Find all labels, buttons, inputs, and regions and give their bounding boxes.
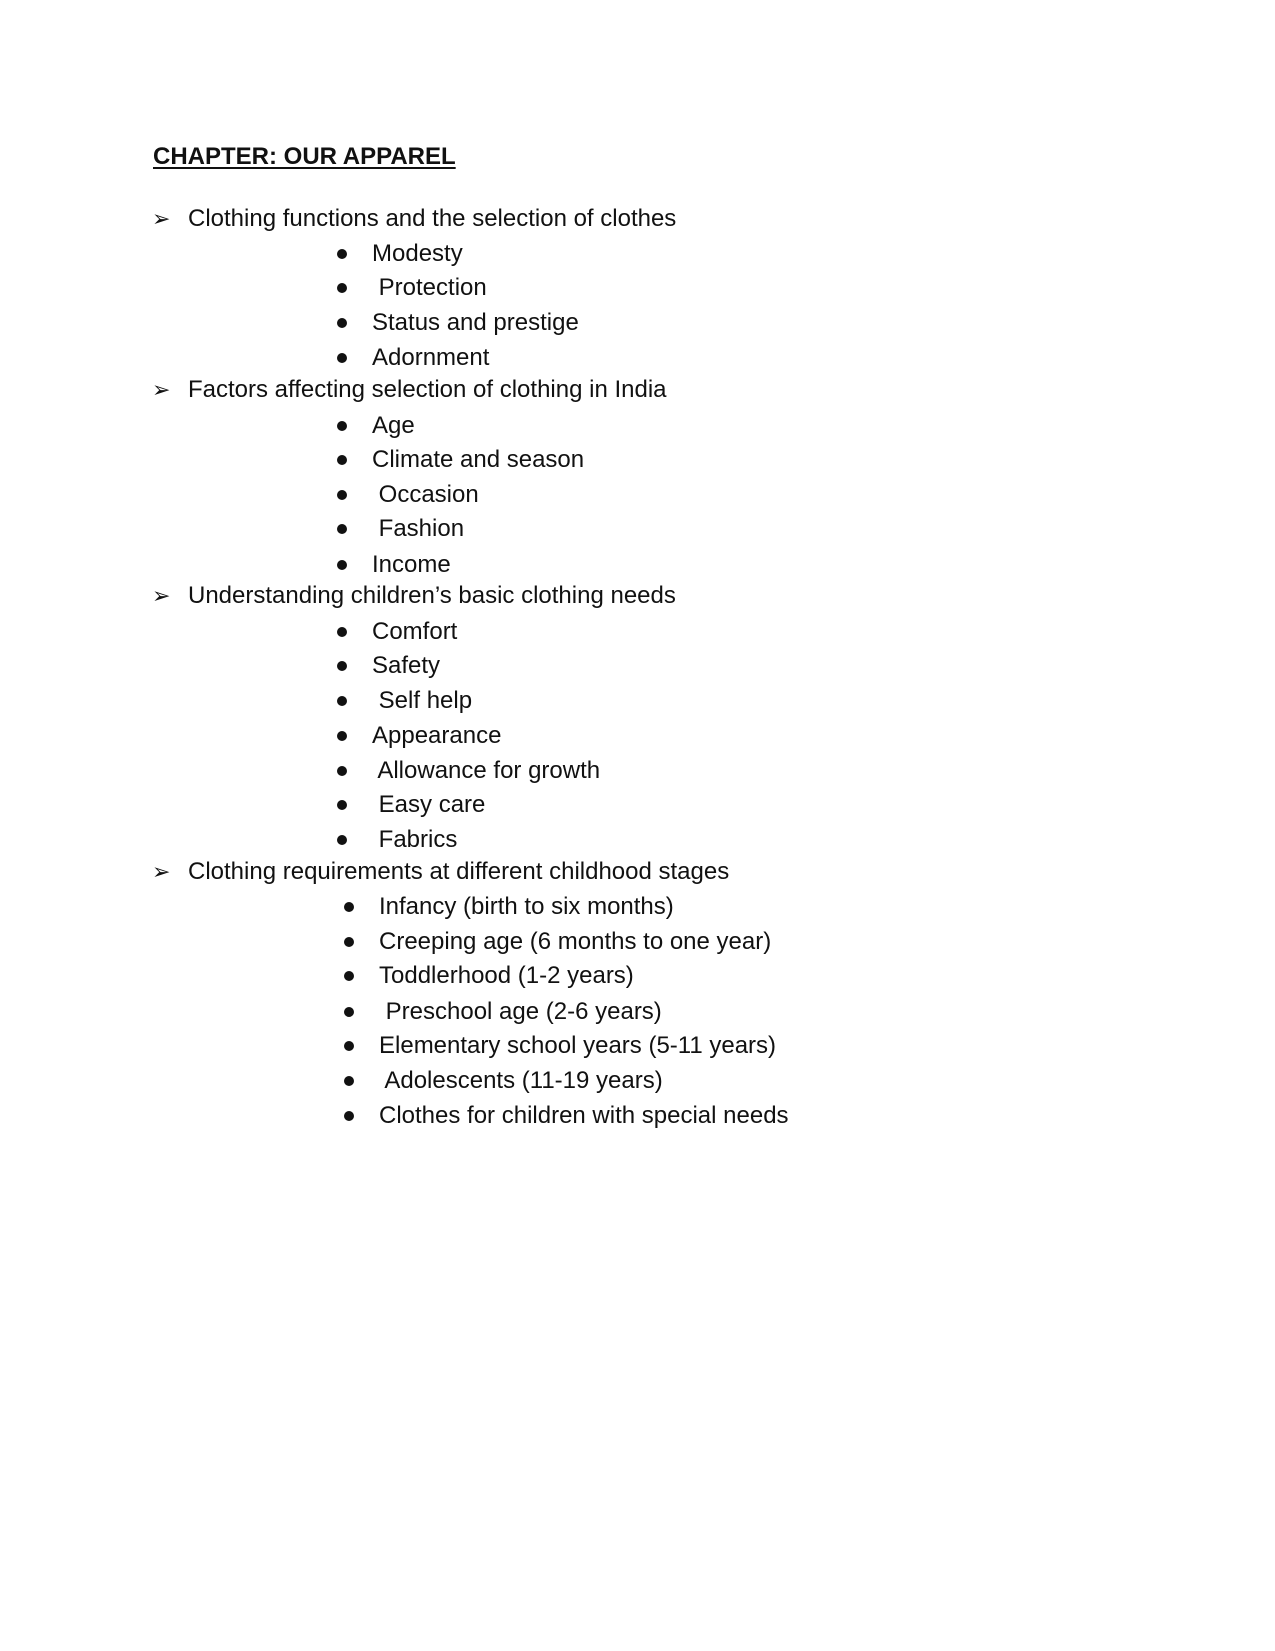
bullet-dot-icon [344, 1041, 354, 1051]
list-item: Adornment [372, 344, 490, 371]
list-item: Self help [372, 687, 473, 714]
bullet-dot-icon [337, 455, 347, 465]
bullet-dot-icon [337, 731, 347, 741]
bullet-dot-icon [344, 1111, 354, 1121]
chapter-title: CHAPTER: OUR APPAREL [153, 143, 456, 170]
bullet-dot-icon [337, 421, 347, 431]
section-heading-text: Clothing requirements at different childhood stages [188, 858, 730, 885]
list-item: Creeping age (6 months to one year) [379, 928, 772, 955]
bullet-dot-icon [337, 627, 347, 637]
bullet-dot-icon [337, 283, 347, 293]
list-item: Allowance for growth [372, 757, 601, 784]
bullet-dot-icon [344, 971, 354, 981]
list-item: Income [372, 551, 451, 578]
arrow-bullet-icon: ➢ [152, 859, 171, 884]
list-item: Elementary school years (5-11 years) [379, 1032, 777, 1059]
bullet-dot-icon [337, 661, 347, 671]
list-item: Fabrics [372, 826, 458, 853]
list-item: Fashion [372, 515, 465, 542]
bullet-dot-icon [337, 800, 347, 810]
list-item: Preschool age (2-6 years) [379, 998, 662, 1025]
bullet-dot-icon [337, 353, 347, 363]
list-item: Toddlerhood (1-2 years) [379, 962, 634, 989]
arrow-bullet-icon: ➢ [152, 377, 171, 402]
bullet-dot-icon [337, 318, 347, 328]
section-heading-text: Clothing functions and the selection of clothes [188, 205, 677, 232]
bullet-dot-icon [337, 490, 347, 500]
list-item: Infancy (birth to six months) [379, 893, 674, 920]
section-heading [152, 376, 667, 404]
list-item: Safety [372, 652, 441, 679]
bullet-dot-icon [337, 766, 347, 776]
list-item: Occasion [372, 481, 479, 508]
list-item: Clothes for children with special needs [379, 1102, 789, 1129]
bullet-dot-icon [337, 249, 347, 259]
bullet-dot-icon [337, 835, 347, 845]
list-item: Protection [372, 274, 487, 301]
bullet-dot-icon [344, 902, 354, 912]
list-item: Age [372, 412, 415, 439]
section-heading [152, 858, 729, 886]
arrow-bullet-icon: ➢ [152, 206, 171, 231]
bullet-dot-icon [344, 1007, 354, 1017]
list-item: Status and prestige [372, 309, 579, 336]
bullet-dot-icon [344, 937, 354, 947]
list-item: Adolescents (11-19 years) [379, 1067, 663, 1094]
section-heading [152, 205, 676, 233]
bullet-dot-icon [337, 696, 347, 706]
section-heading-text: Understanding children’s basic clothing needs [188, 582, 676, 609]
bullet-dot-icon [337, 560, 347, 570]
list-item: Easy care [372, 791, 486, 818]
list-item: Climate and season [372, 446, 585, 473]
bullet-dot-icon [337, 524, 347, 534]
section-heading-text: Factors affecting selection of clothing in India [188, 376, 667, 403]
list-item: Modesty [372, 240, 463, 267]
list-item: Comfort [372, 618, 458, 645]
section-heading [152, 582, 676, 610]
list-item: Appearance [372, 722, 502, 749]
bullet-dot-icon [344, 1076, 354, 1086]
arrow-bullet-icon: ➢ [152, 583, 171, 608]
